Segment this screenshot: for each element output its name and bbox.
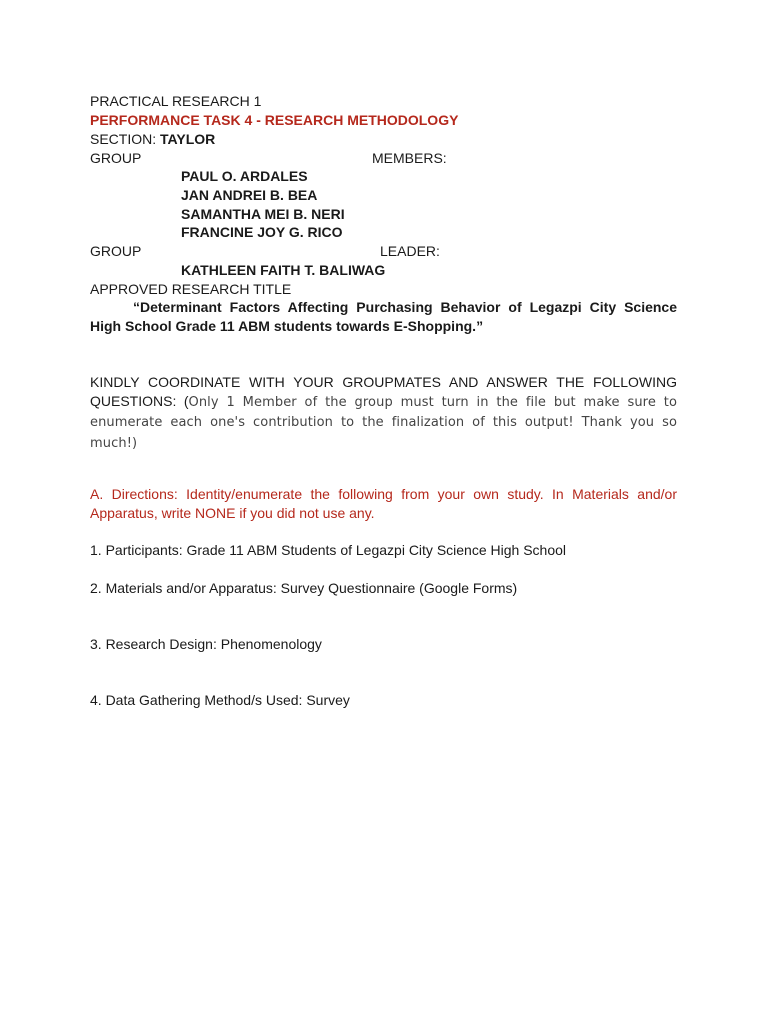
leader-name: KATHLEEN FAITH T. BALIWAG bbox=[181, 262, 386, 278]
instruction-note: Only 1 Member of the group must turn in the file but make sure to enumerate each one's contribution to the finalization of this output! Thank you so much!) bbox=[90, 394, 677, 451]
answer-research-design: 3. Research Design: Phenomenology bbox=[90, 636, 322, 652]
group-members-label-right: MEMBERS: bbox=[372, 150, 447, 166]
answer-materials: 2. Materials and/or Apparatus: Survey Questionnaire (Google Forms) bbox=[90, 580, 518, 596]
member-name: PAUL O. ARDALES bbox=[181, 168, 308, 184]
directions-text: A. Directions: Identity/enumerate the following from your own study. In Materials and/or Apparatus, write NONE if you did not use any. bbox=[90, 486, 677, 521]
group-members-label-left: GROUP bbox=[90, 150, 142, 166]
member-name: SAMANTHA MEI B. NERI bbox=[181, 206, 345, 222]
research-title bbox=[90, 298, 677, 336]
course-title: PRACTICAL RESEARCH 1 bbox=[90, 93, 262, 109]
instruction-paragraph bbox=[90, 373, 677, 453]
instruction-main: KINDLY COORDINATE WITH YOUR GROUPMATES AND ANSWER THE FOLLOWING QUESTIONS: ( bbox=[90, 374, 677, 409]
section-line bbox=[90, 130, 215, 148]
section-label: SECTION: bbox=[90, 131, 161, 147]
research-title-text: “Determinant Factors Affecting Purchasing Behavior of Legazpi City Science High School Grade 11 ABM students towards E-Shopping.” bbox=[90, 299, 677, 334]
member-name: FRANCINE JOY G. RICO bbox=[181, 224, 343, 240]
group-leader-label-right: LEADER: bbox=[380, 243, 440, 259]
member-name: JAN ANDREI B. BEA bbox=[181, 187, 318, 203]
task-title: PERFORMANCE TASK 4 - RESEARCH METHODOLOGY bbox=[90, 112, 459, 128]
section-value: TAYLOR bbox=[160, 131, 216, 147]
approved-title-label: APPROVED RESEARCH TITLE bbox=[90, 281, 292, 297]
answer-data-gathering: 4. Data Gathering Method/s Used: Survey bbox=[90, 692, 350, 708]
group-leader-label-left: GROUP bbox=[90, 243, 142, 259]
answer-participants: 1. Participants: Grade 11 ABM Students of Legazpi City Science High School bbox=[90, 542, 566, 558]
